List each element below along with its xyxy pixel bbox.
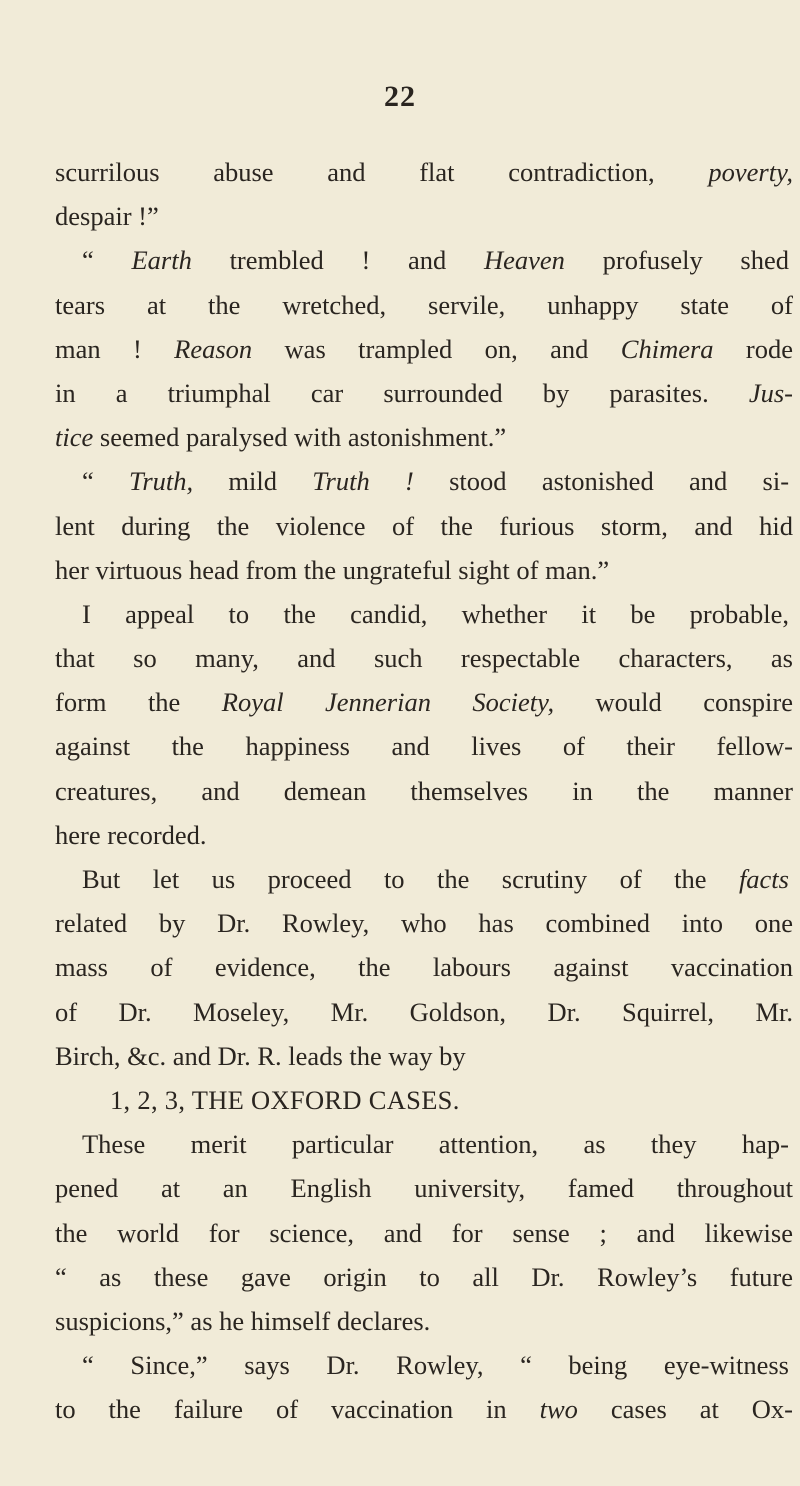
italic-text: Royal Jennerian Society, <box>221 687 555 718</box>
text-line <box>0 459 800 503</box>
text-line-content <box>82 857 789 901</box>
text-line-content <box>55 283 793 327</box>
text-line-content <box>55 990 793 1034</box>
text-run: I appeal to the candid, whether it be probable, <box>82 598 789 629</box>
text-line-content <box>82 459 789 503</box>
text-run: “ Since,” says Dr. Rowley, “ being eye-witness <box>82 1350 789 1381</box>
italic-text: Earth <box>131 245 192 276</box>
text-line-content <box>55 901 793 945</box>
text-line <box>0 636 800 680</box>
text-line-content <box>55 1166 793 1210</box>
text-run: seemed paralysed with astonishment.” <box>93 422 507 453</box>
text-run: the world for science, and for sense ; and likewise <box>55 1217 793 1248</box>
text-run: her virtuous head from the ungrateful sight of man.” <box>55 554 610 585</box>
text-line <box>0 592 800 636</box>
text-line <box>0 857 800 901</box>
text-line-content <box>55 371 793 415</box>
text-line-content <box>55 945 793 989</box>
text-line-content <box>55 1387 793 1431</box>
text-line-content <box>55 680 793 724</box>
text-line <box>0 415 800 459</box>
text-run: was trampled on, and <box>252 333 621 364</box>
text-run: trembled ! and <box>191 245 484 276</box>
text-line <box>0 813 800 857</box>
text-run: cases at Ox- <box>577 1394 793 1425</box>
text-line-content <box>55 504 793 548</box>
text-run: related by Dr. Rowley, who has combined into one <box>55 908 793 939</box>
text-line-content <box>82 1122 789 1166</box>
text-run: in a triumphal car surrounded by parasites. <box>55 377 749 408</box>
text-line <box>0 1343 800 1387</box>
italic-text: Reason <box>174 333 253 364</box>
text-run: would conspire <box>554 687 793 718</box>
text-line-content <box>55 1255 793 1299</box>
text-run: scurrilous abuse and flat contradiction, <box>55 157 709 187</box>
text-run: lent during the violence of the furious storm, and hid <box>55 510 793 541</box>
text-run: here recorded. <box>55 819 207 850</box>
text-line-content <box>55 415 506 459</box>
text-line <box>0 283 800 327</box>
text-run: to the failure of vaccination in <box>55 1394 540 1425</box>
text-line-content <box>55 327 793 371</box>
text-line-content <box>55 548 609 592</box>
text-line <box>0 1255 800 1299</box>
text-line <box>0 1078 800 1122</box>
page-number: 22 <box>384 80 416 113</box>
italic-text: Chimera <box>620 333 714 364</box>
text-run: “ <box>82 466 130 497</box>
text-line <box>0 1034 800 1078</box>
italic-text: tice <box>55 422 94 453</box>
text-line <box>0 724 800 768</box>
text-run: mass of evidence, the labours against vaccination <box>55 952 793 983</box>
text-line-content <box>55 813 207 857</box>
text-run: These merit particular attention, as they hap- <box>82 1129 789 1160</box>
text-run: Birch, &c. and Dr. R. leads the way by <box>55 1040 466 1071</box>
text-line-content <box>55 724 793 768</box>
italic-text: Truth ! <box>312 466 414 497</box>
text-run: “ <box>82 245 132 276</box>
text-run: “ as these gave origin to all Dr. Rowley’s future <box>55 1261 793 1292</box>
text-line <box>0 327 800 371</box>
text-run: against the happiness and lives of their fellow- <box>55 731 793 762</box>
text-run: of Dr. Moseley, Mr. Goldson, Dr. Squirrel, Mr. <box>55 996 793 1027</box>
text-line <box>0 901 800 945</box>
text-line-content <box>82 1343 789 1387</box>
italic-text: Jus- <box>748 377 793 408</box>
text-line <box>0 548 800 592</box>
text-line <box>0 680 800 724</box>
text-line <box>0 1299 800 1343</box>
text-run: despair !” <box>55 201 159 232</box>
body-text <box>0 150 800 1431</box>
text-line <box>0 371 800 415</box>
text-line-content <box>55 150 793 194</box>
text-run: creatures, and demean themselves in the manner <box>55 775 793 806</box>
text-line-content <box>82 238 789 282</box>
text-line <box>0 769 800 813</box>
text-run: that so many, and such respectable characters, as <box>55 643 793 674</box>
text-line <box>0 1387 800 1431</box>
text-run: 1, 2, 3, THE OXFORD CASES. <box>110 1084 460 1115</box>
italic-text: poverty, <box>708 157 793 187</box>
italic-text: Truth, <box>129 466 194 497</box>
text-line-content <box>55 1299 430 1343</box>
text-line-content <box>55 636 793 680</box>
italic-text: facts <box>738 864 789 894</box>
text-run: form the <box>55 687 222 718</box>
text-run: rode <box>713 333 793 364</box>
text-run: stood astonished and si- <box>413 466 790 497</box>
text-line <box>0 238 800 282</box>
text-line-content <box>55 1034 466 1078</box>
text-line-content <box>82 592 789 636</box>
text-run: mild <box>193 466 313 497</box>
text-run: man ! <box>55 333 175 364</box>
text-run: But let us proceed to the scrutiny of the <box>82 864 739 894</box>
text-line <box>0 150 800 194</box>
italic-text: Heaven <box>483 245 565 276</box>
text-line <box>0 1166 800 1210</box>
text-line-content <box>55 1211 793 1255</box>
text-run: pened at an English university, famed throughout <box>55 1173 793 1204</box>
text-line <box>0 194 800 238</box>
text-run: tears at the wretched, servile, unhappy state of <box>55 289 793 320</box>
text-line-content <box>110 1078 460 1122</box>
text-line-content <box>55 769 793 813</box>
text-line <box>0 504 800 548</box>
text-run: profusely shed <box>564 245 790 276</box>
text-run: suspicions,” as he himself declares. <box>55 1305 431 1336</box>
text-line <box>0 990 800 1034</box>
italic-text: two <box>539 1394 578 1425</box>
text-line-content <box>55 194 159 238</box>
text-line <box>0 1122 800 1166</box>
text-line <box>0 1211 800 1255</box>
text-line <box>0 945 800 989</box>
